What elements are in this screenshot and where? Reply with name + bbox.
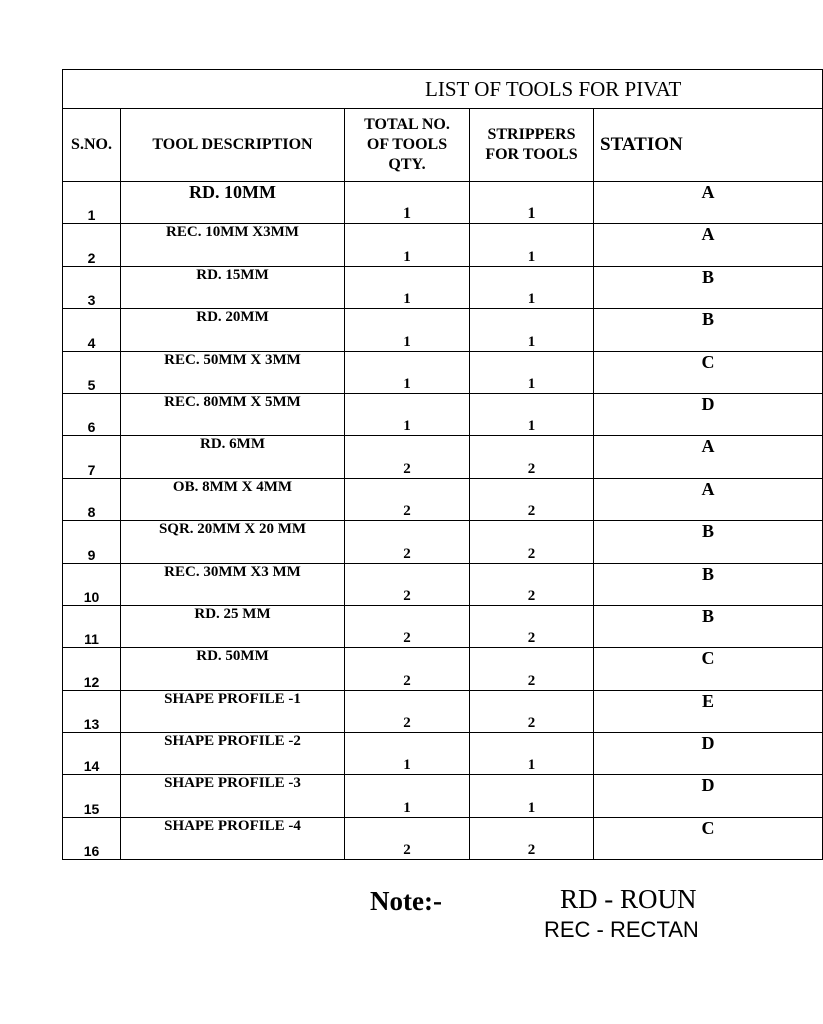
header-station: STATION <box>594 109 823 182</box>
cell-sno: 4 <box>63 309 121 351</box>
cell-sno: 8 <box>63 478 121 520</box>
table-row <box>63 521 823 563</box>
cell-station: C <box>594 817 823 859</box>
cell-description: RD. 50MM <box>121 648 345 690</box>
cell-strippers: 2 <box>470 563 594 605</box>
cell-total-qty: 2 <box>345 605 470 647</box>
cell-description: RD. 25 MM <box>121 605 345 647</box>
table-row <box>63 224 823 266</box>
note-label: Note:- <box>370 886 442 916</box>
header-total-line1: TOTAL NO. <box>364 116 450 133</box>
table-row <box>63 351 823 393</box>
cell-sno: 1 <box>63 182 121 224</box>
cell-description: RD. 10MM <box>121 182 345 224</box>
header-total-line2: OF TOOLS <box>366 136 448 153</box>
cell-description: SHAPE PROFILE -2 <box>121 733 345 775</box>
cell-total-qty: 2 <box>345 436 470 478</box>
cell-total-qty: 1 <box>345 775 470 817</box>
table-row <box>63 648 823 690</box>
cell-total-qty: 2 <box>345 521 470 563</box>
cell-description: SHAPE PROFILE -3 <box>121 775 345 817</box>
table-row <box>63 309 823 351</box>
cell-strippers: 2 <box>470 605 594 647</box>
cell-total-qty: 1 <box>345 224 470 266</box>
cell-strippers: 1 <box>470 266 594 308</box>
header-strippers-line2: FOR TOOLS <box>485 146 578 163</box>
table-row <box>63 182 823 224</box>
cell-station: D <box>594 733 823 775</box>
cell-station: B <box>594 563 823 605</box>
cell-strippers: 2 <box>470 478 594 520</box>
cell-strippers: 1 <box>470 775 594 817</box>
cell-total-qty: 1 <box>345 266 470 308</box>
cell-sno: 15 <box>63 775 121 817</box>
cell-description: SQR. 20MM X 20 MM <box>121 521 345 563</box>
header-row <box>63 109 823 182</box>
cell-description: REC. 50MM X 3MM <box>121 351 345 393</box>
cell-sno: 5 <box>63 351 121 393</box>
cell-station: A <box>594 224 823 266</box>
table-row <box>63 436 823 478</box>
cell-strippers: 1 <box>470 393 594 435</box>
cell-sno: 9 <box>63 521 121 563</box>
cell-station: B <box>594 521 823 563</box>
cell-strippers: 1 <box>470 182 594 224</box>
table-title: LIST OF TOOLS FOR PIVAT <box>63 70 823 109</box>
header-total-qty <box>345 109 470 182</box>
cell-strippers: 2 <box>470 817 594 859</box>
cell-station: A <box>594 182 823 224</box>
cell-description: REC. 30MM X3 MM <box>121 563 345 605</box>
cell-sno: 7 <box>63 436 121 478</box>
table-row <box>63 775 823 817</box>
cell-sno: 13 <box>63 690 121 732</box>
cell-sno: 6 <box>63 393 121 435</box>
cell-strippers: 2 <box>470 436 594 478</box>
note-line-round: RD - ROUN <box>560 884 697 914</box>
cell-strippers: 1 <box>470 224 594 266</box>
cell-total-qty: 2 <box>345 690 470 732</box>
cell-description: SHAPE PROFILE -4 <box>121 817 345 859</box>
cell-station: C <box>594 351 823 393</box>
table-row <box>63 605 823 647</box>
header-strippers-line1: STRIPPERS <box>487 126 576 143</box>
cell-strippers: 1 <box>470 309 594 351</box>
table-viewport <box>62 69 715 864</box>
table-row <box>63 266 823 308</box>
cell-total-qty: 1 <box>345 733 470 775</box>
note-line-rectangle: REC - RECTAN <box>544 917 699 942</box>
cell-description: REC. 80MM X 5MM <box>121 393 345 435</box>
table-row <box>63 393 823 435</box>
cell-station: D <box>594 393 823 435</box>
cell-description: OB. 8MM X 4MM <box>121 478 345 520</box>
header-total-line3: QTY. <box>388 156 426 173</box>
cell-sno: 2 <box>63 224 121 266</box>
cell-sno: 16 <box>63 817 121 859</box>
cell-station: D <box>594 775 823 817</box>
note-legend <box>540 884 699 954</box>
header-sno: S.NO. <box>63 109 121 182</box>
cell-strippers: 1 <box>470 351 594 393</box>
cell-total-qty: 2 <box>345 648 470 690</box>
cell-description: RD. 6MM <box>121 436 345 478</box>
cell-station: B <box>594 266 823 308</box>
cell-sno: 3 <box>63 266 121 308</box>
cell-station: E <box>594 690 823 732</box>
cell-description: REC. 10MM X3MM <box>121 224 345 266</box>
table-row <box>63 817 823 859</box>
cell-sno: 14 <box>63 733 121 775</box>
table-row <box>63 690 823 732</box>
cell-station: B <box>594 605 823 647</box>
cell-total-qty: 2 <box>345 817 470 859</box>
cell-description: RD. 15MM <box>121 266 345 308</box>
cell-station: B <box>594 309 823 351</box>
cell-total-qty: 2 <box>345 478 470 520</box>
cell-station: A <box>594 478 823 520</box>
header-description: TOOL DESCRIPTION <box>121 109 345 182</box>
cell-total-qty: 1 <box>345 393 470 435</box>
cell-station: C <box>594 648 823 690</box>
cell-station: A <box>594 436 823 478</box>
table-row <box>63 478 823 520</box>
cell-strippers: 2 <box>470 648 594 690</box>
cell-sno: 12 <box>63 648 121 690</box>
cell-strippers: 2 <box>470 690 594 732</box>
table-row <box>63 563 823 605</box>
cell-description: RD. 20MM <box>121 309 345 351</box>
cell-sno: 10 <box>63 563 121 605</box>
cell-strippers: 1 <box>470 733 594 775</box>
tools-table <box>62 69 823 860</box>
cell-total-qty: 1 <box>345 309 470 351</box>
cell-strippers: 2 <box>470 521 594 563</box>
cell-total-qty: 2 <box>345 563 470 605</box>
cell-total-qty: 1 <box>345 182 470 224</box>
cell-sno: 11 <box>63 605 121 647</box>
header-strippers <box>470 109 594 182</box>
table-row <box>63 733 823 775</box>
cell-total-qty: 1 <box>345 351 470 393</box>
cell-description: SHAPE PROFILE -1 <box>121 690 345 732</box>
